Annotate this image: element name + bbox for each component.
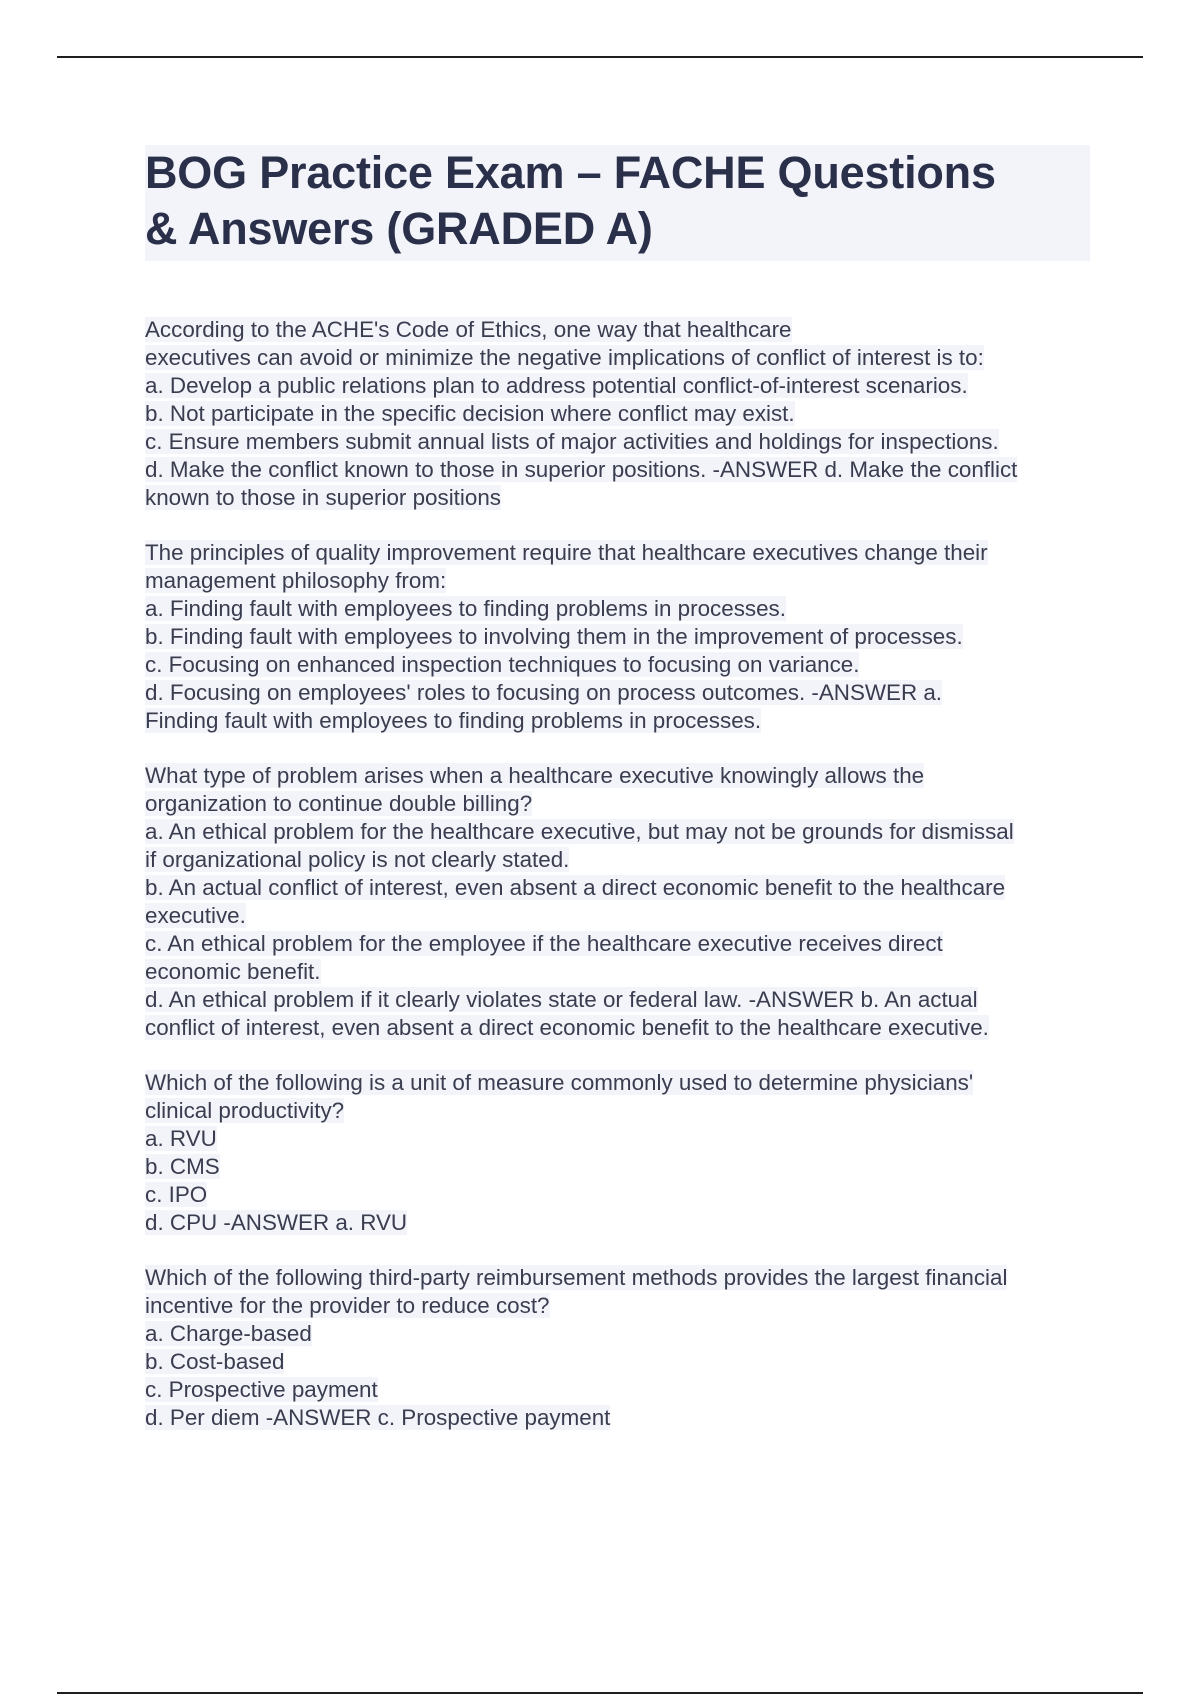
option-line: a. RVU	[145, 1126, 217, 1151]
question-block	[145, 539, 1090, 735]
option-line: c. An ethical problem for the employee if the healthcare executive receives direct	[145, 931, 943, 956]
answer-line: d. Make the conflict known to those in superior positions. -ANSWER d. Make the conflict	[145, 457, 1018, 482]
question-block	[145, 1069, 1090, 1237]
answer-line: d. CPU -ANSWER a. RVU	[145, 1210, 408, 1235]
question-line: management philosophy from:	[145, 568, 447, 593]
title-block	[145, 145, 1090, 261]
answer-line: d. Per diem -ANSWER c. Prospective payment	[145, 1405, 611, 1430]
option-line: a. Finding fault with employees to finding problems in processes.	[145, 596, 786, 621]
question-block	[145, 316, 1090, 512]
option-line: c. IPO	[145, 1182, 208, 1207]
top-rule	[57, 56, 1143, 58]
option-line: a. Charge-based	[145, 1321, 312, 1346]
question-list	[145, 316, 1090, 1432]
question-line: incentive for the provider to reduce cost?	[145, 1293, 550, 1318]
document-title	[145, 145, 1090, 257]
option-line: b. Cost-based	[145, 1349, 285, 1374]
option-line: a. An ethical problem for the healthcare executive, but may not be grounds for dismissal	[145, 819, 1014, 844]
option-line: a. Develop a public relations plan to address potential conflict-of-interest scenarios.	[145, 373, 968, 398]
document-body	[145, 145, 1090, 1459]
option-line: b. CMS	[145, 1154, 220, 1179]
question-line: What type of problem arises when a healthcare executive knowingly allows the	[145, 763, 925, 788]
question-line: clinical productivity?	[145, 1098, 345, 1123]
question-line: executives can avoid or minimize the negative implications of conflict of interest is to:	[145, 345, 984, 370]
option-line: b. Finding fault with employees to involving them in the improvement of processes.	[145, 624, 963, 649]
option-line: executive.	[145, 903, 246, 928]
title-line: BOG Practice Exam – FACHE Questions	[145, 147, 996, 198]
answer-line: known to those in superior positions	[145, 485, 501, 510]
option-line: economic benefit.	[145, 959, 321, 984]
answer-line: Finding fault with employees to finding problems in processes.	[145, 708, 762, 733]
option-line: c. Focusing on enhanced inspection techniques to focusing on variance.	[145, 652, 860, 677]
question-line: According to the ACHE's Code of Ethics, one way that healthcare	[145, 317, 792, 342]
question-line: The principles of quality improvement require that healthcare executives change their	[145, 540, 988, 565]
option-line: b. Not participate in the specific decision where conflict may exist.	[145, 401, 795, 426]
option-line: c. Prospective payment	[145, 1377, 378, 1402]
question-line: organization to continue double billing?	[145, 791, 533, 816]
option-line: c. Ensure members submit annual lists of major activities and holdings for inspections.	[145, 429, 999, 454]
answer-line: d. Focusing on employees' roles to focusing on process outcomes. -ANSWER a.	[145, 680, 943, 705]
answer-line: d. An ethical problem if it clearly violates state or federal law. -ANSWER b. An actual	[145, 987, 978, 1012]
question-line: Which of the following third-party reimbursement methods provides the largest financial	[145, 1265, 1008, 1290]
question-block	[145, 1264, 1090, 1432]
bottom-rule	[57, 1692, 1143, 1694]
question-line: Which of the following is a unit of measure commonly used to determine physicians'	[145, 1070, 974, 1095]
option-line: b. An actual conflict of interest, even absent a direct economic benefit to the healthcare	[145, 875, 1006, 900]
answer-line: conflict of interest, even absent a direct economic benefit to the healthcare executive.	[145, 1015, 989, 1040]
option-line: if organizational policy is not clearly stated.	[145, 847, 570, 872]
question-block	[145, 762, 1090, 1042]
title-line: & Answers (GRADED A)	[145, 203, 653, 254]
